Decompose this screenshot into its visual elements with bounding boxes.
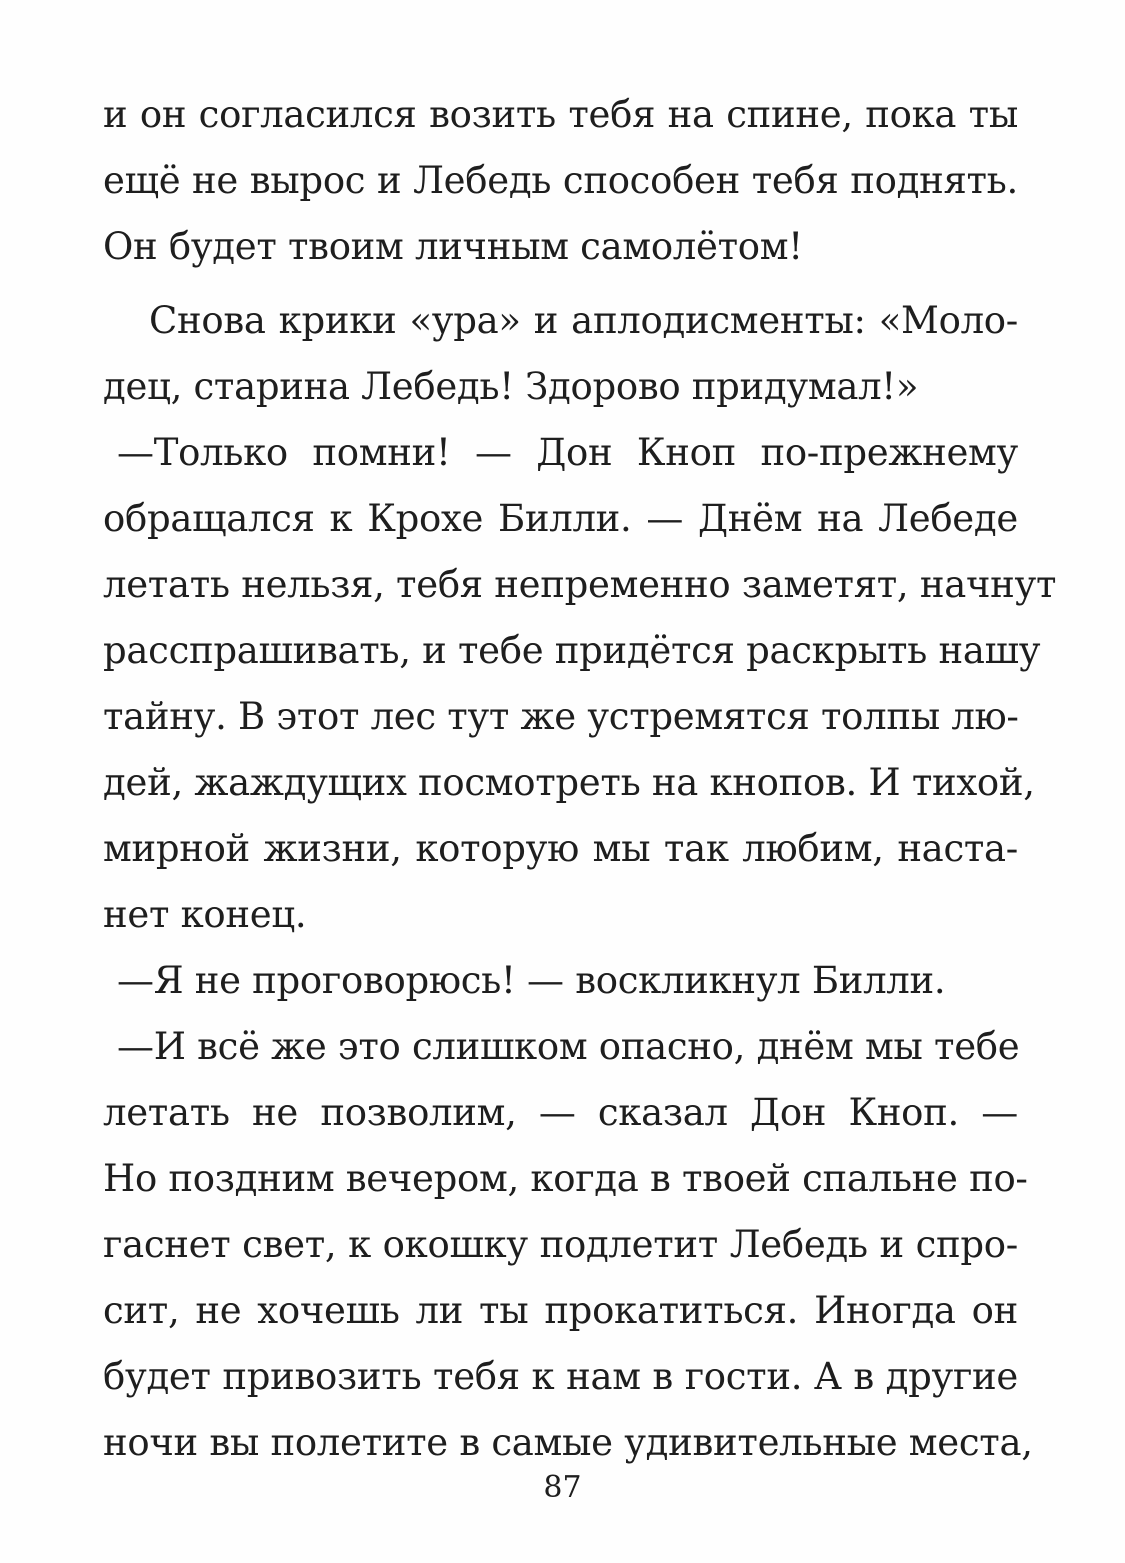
text-line: —Только помни! — Дон Кноп по-прежнему [117, 431, 1018, 474]
text-line: летать не позволим, — сказал Дон Кноп. — [103, 1091, 1018, 1134]
text-line: нет конец. [103, 893, 307, 936]
text-line: обращался к Крохе Билли. — Днём на Лебеде [103, 497, 1018, 540]
text-line: Он будет твоим личным самолётом! [103, 225, 803, 268]
text-line: Но поздним вечером, когда в твоей спальне по- [103, 1157, 1028, 1200]
text-line: ещё не вырос и Лебедь способен тебя поднять. [103, 159, 1018, 202]
text-line: ночи вы полетите в самые удивительные места, [103, 1421, 1033, 1464]
text-line: гаснет свет, к окошку подлетит Лебедь и спро- [103, 1223, 1018, 1266]
text-line: и он согласился возить тебя на спине, пока ты [103, 93, 1018, 136]
text-line: дей, жаждущих посмотреть на кнопов. И тихой, [103, 761, 1035, 804]
text-line: летать нельзя, тебя непременно заметят, начнут [103, 563, 1057, 606]
page-text [103, 82, 1057, 1476]
text-line: будет привозить тебя к нам в гости. А в другие [103, 1355, 1018, 1398]
text-line: —И всё же это слишком опасно, днём мы тебе [117, 1025, 1020, 1068]
text-line: дец, старина Лебедь! Здорово придумал!» [103, 365, 919, 408]
text-line: расспрашивать, и тебе придётся раскрыть нашу [103, 629, 1041, 672]
page-number: 87 [543, 1470, 582, 1505]
text-line: Снова крики «ура» и аплодисменты: «Моло- [149, 299, 1018, 342]
text-line: —Я не проговорюсь! — воскликнул Билли. [117, 959, 946, 1002]
text-line: тайну. В этот лес тут же устремятся толпы лю- [103, 695, 1019, 738]
text-line: мирной жизни, которую мы так любим, наста- [103, 827, 1018, 870]
text-line: сит, не хочешь ли ты прокатиться. Иногда он [103, 1289, 1018, 1332]
